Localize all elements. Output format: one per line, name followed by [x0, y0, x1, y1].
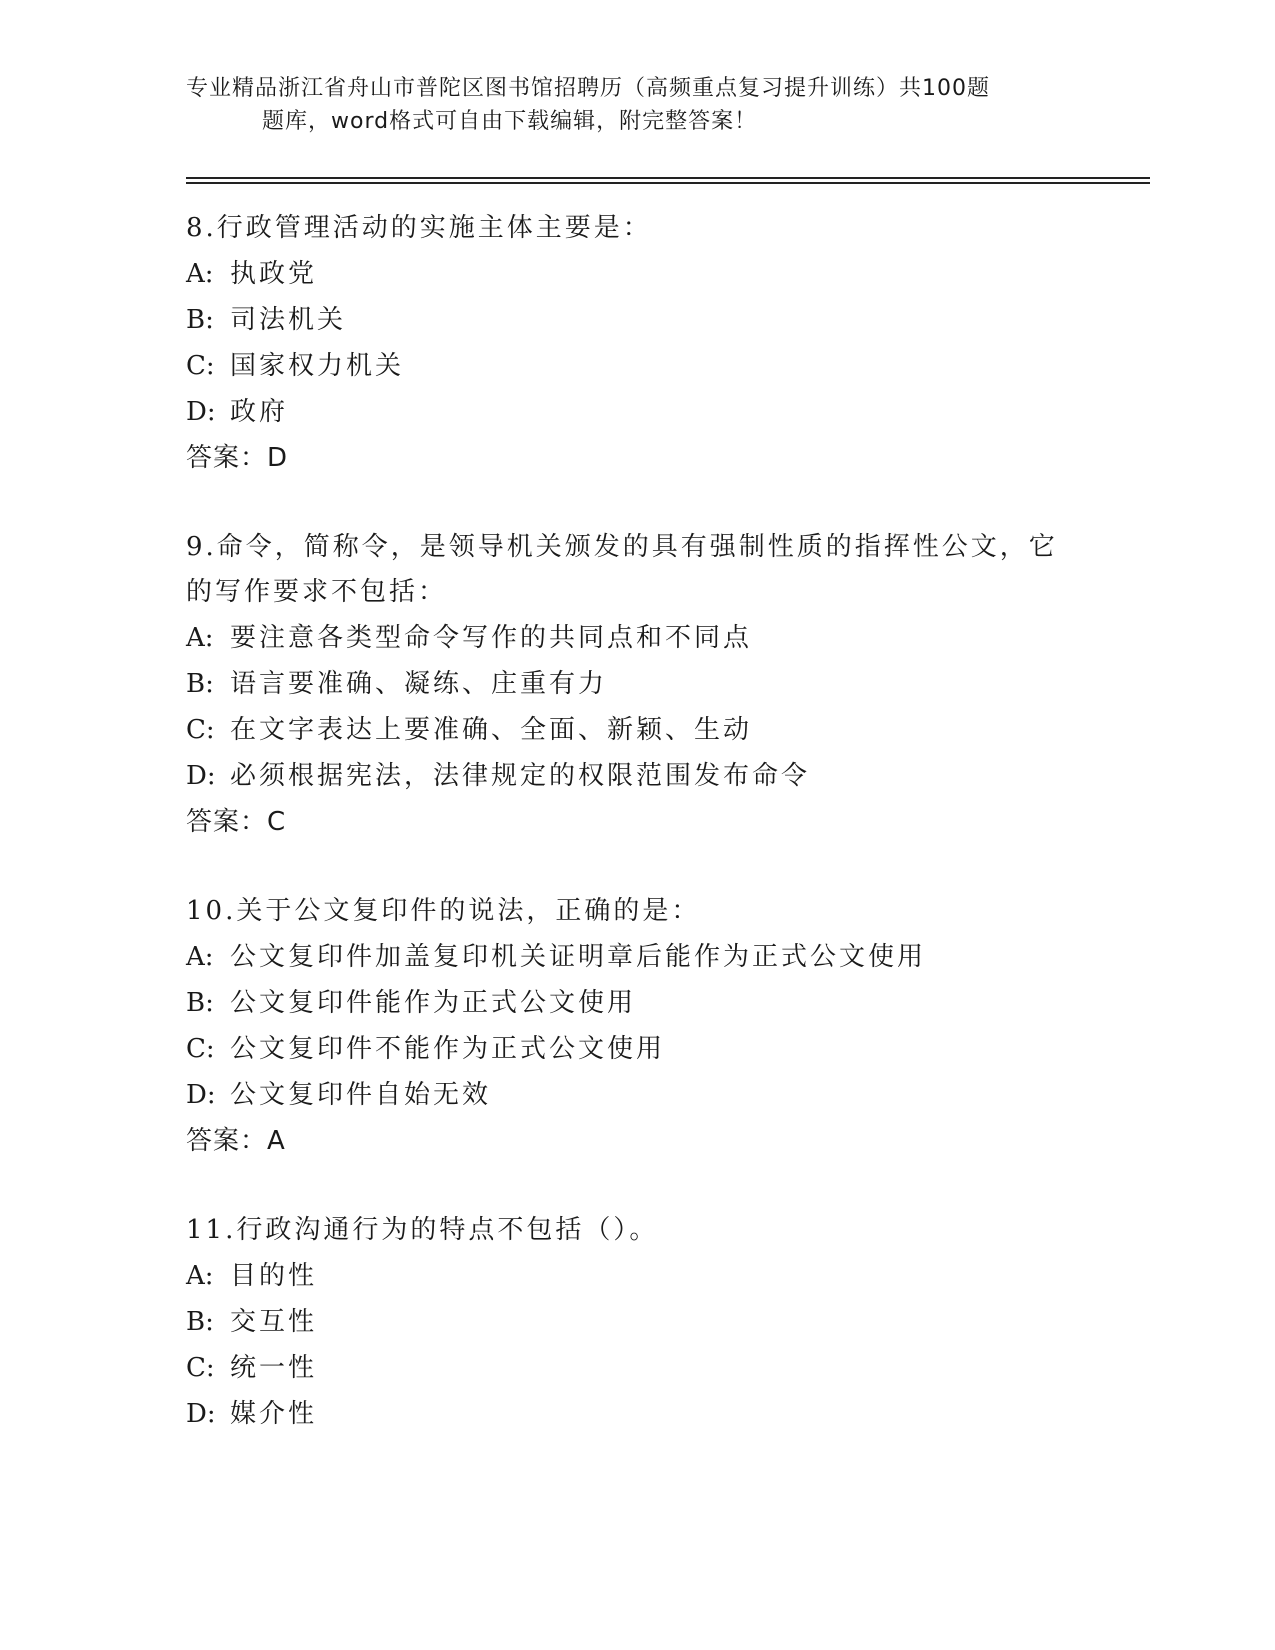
option-text: 公文复印件不能作为正式公文使用 [230, 1034, 666, 1064]
option-text: 语言要准确、凝练、庄重有力 [230, 669, 608, 699]
option-key: A: [186, 623, 214, 653]
option-text: 执政党 [230, 259, 318, 289]
option-d [186, 1391, 1086, 1437]
option-d [186, 753, 1086, 799]
option-key: D: [186, 761, 216, 791]
option-key: A: [186, 1261, 214, 1291]
option-a [186, 251, 1086, 297]
option-key: C: [186, 351, 215, 381]
option-b [186, 661, 1086, 707]
option-c [186, 1345, 1086, 1391]
question-text: 10.关于公文复印件的说法，正确的是： [186, 896, 701, 926]
option-text: 统一性 [230, 1353, 318, 1383]
question-10 [186, 889, 1086, 1164]
document-header [186, 72, 1086, 138]
header-divider-top [186, 177, 1150, 179]
question-8 [186, 206, 1086, 481]
option-text: 必须根据宪法，法律规定的权限范围发布命令 [230, 761, 811, 791]
option-key: C: [186, 715, 215, 745]
question-text: 11.行政沟通行为的特点不包括（）。 [186, 1215, 659, 1245]
option-c [186, 707, 1086, 753]
option-key: B: [186, 305, 214, 335]
option-text: 政府 [230, 397, 289, 427]
option-key: A: [186, 942, 214, 972]
option-b [186, 297, 1086, 343]
answer-line: 答案：A [186, 1126, 286, 1156]
option-d [186, 389, 1086, 435]
option-key: D: [186, 1080, 216, 1110]
option-key: D: [186, 397, 216, 427]
question-list [186, 206, 1086, 1437]
option-a [186, 615, 1086, 661]
option-key: B: [186, 1307, 214, 1337]
option-text: 国家权力机关 [230, 351, 405, 381]
option-key: C: [186, 1353, 215, 1383]
option-text: 公文复印件能作为正式公文使用 [230, 988, 637, 1018]
option-a [186, 1253, 1086, 1299]
question-9 [186, 525, 1086, 845]
option-text: 在文字表达上要准确、全面、新颖、生动 [230, 715, 753, 745]
header-title-line1: 专业精品浙江省舟山市普陀区图书馆招聘历（高频重点复习提升训练）共100题 [186, 76, 990, 101]
option-key: B: [186, 988, 214, 1018]
option-b [186, 980, 1086, 1026]
option-key: C: [186, 1034, 215, 1064]
answer-line: 答案：D [186, 443, 289, 473]
option-text: 要注意各类型命令写作的共同点和不同点 [230, 623, 753, 653]
option-text: 目的性 [230, 1261, 318, 1291]
option-text: 媒介性 [230, 1399, 318, 1429]
option-b [186, 1299, 1086, 1345]
option-text: 司法机关 [230, 305, 347, 335]
option-key: D: [186, 1399, 216, 1429]
option-key: A: [186, 259, 214, 289]
answer-line: 答案：C [186, 807, 287, 837]
option-a [186, 934, 1086, 980]
question-text: 8.行政管理活动的实施主体主要是： [186, 213, 652, 243]
option-d [186, 1072, 1086, 1118]
option-text: 公文复印件自始无效 [230, 1080, 492, 1110]
option-text: 交互性 [230, 1307, 318, 1337]
option-c [186, 1026, 1086, 1072]
option-c [186, 343, 1086, 389]
header-title-line2: 题库，word格式可自由下载编辑，附完整答案！ [262, 109, 758, 134]
question-text: 9.命令，简称令，是领导机关颁发的具有强制性质的指挥性公文，它的写作要求不包括： [186, 532, 1058, 607]
option-text: 公文复印件加盖复印机关证明章后能作为正式公文使用 [230, 942, 927, 972]
header-divider-bottom [186, 182, 1150, 184]
option-key: B: [186, 669, 214, 699]
question-11 [186, 1208, 1086, 1437]
